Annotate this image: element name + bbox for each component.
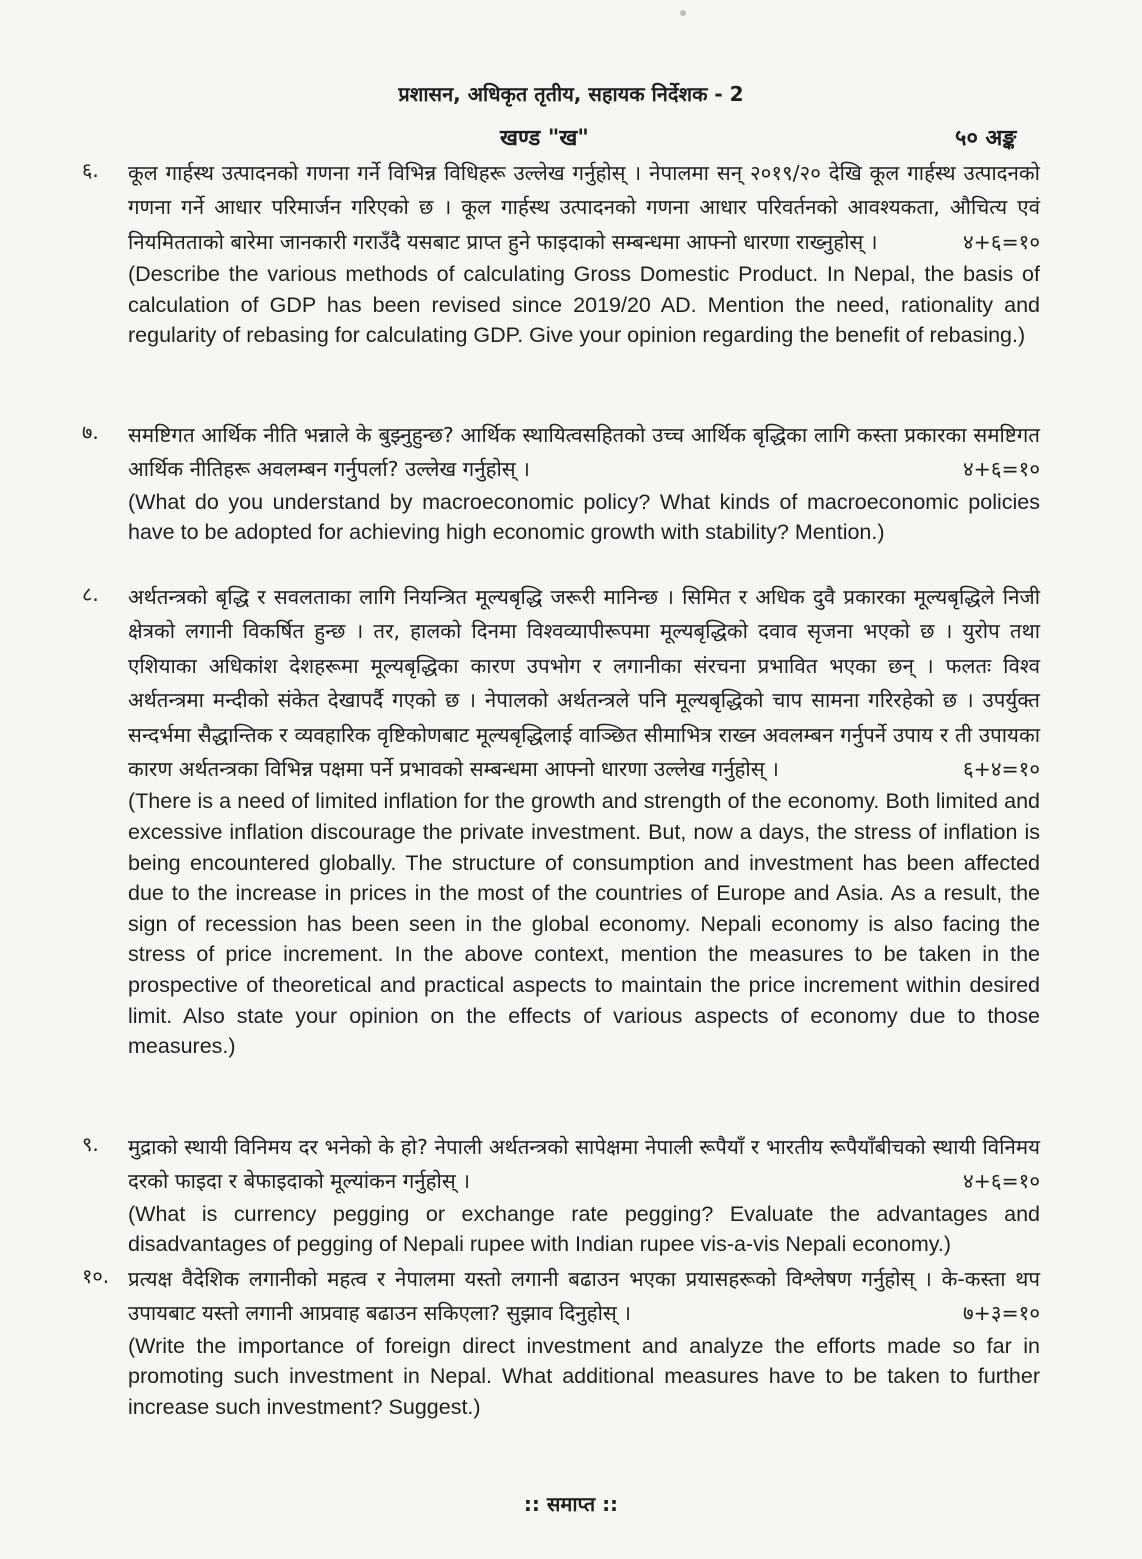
question-marks: ६+४=१०: [963, 757, 1040, 782]
question-text: कूल गार्हस्थ उत्पादनको गणना गर्ने विभिन्न विधिहरू उल्लेख गर्नुहोस् । नेपालमा सन् २०१९/२० देखि कूल गार्हस्थ उत्पादनको गणना गर्ने आधार परिमार्जन गरिएको छ । कूल गार्हस्थ उत्पादनको गणना आधार परिवर्तनको आवश्यकता, औचित्य एवं नियमितताको बारेमा जानकारी गराउँदै यसबाट प्राप्त हुने फाइदाको सम्बन्धमा आफ्नो धारणा राख्नुहोस् ।: [128, 161, 1040, 254]
question-text: अर्थतन्त्रको बृद्धि र सवलताका लागि नियन्त्रित मूल्यबृद्धि जरूरी मानिन्छ । सिमित र अधिक दुवै प्रकारका मूल्यबृद्धिले निजी क्षेत्रको लगानी विकर्षित हुन्छ । तर, हालको दिनमा विश्वव्यापीरूपमा मूल्यबृद्धिको दवाव सृजना भएको छ । युरोप तथा एशियाका अधिकांश देशहरूमा मूल्यबृद्धिका कारण उपभोग र लगानीका संरचना प्रभावित भएका छन् । फलतः विश्व अर्थतन्त्रमा मन्दीको संकेत देखापर्दै गएको छ । नेपालको अर्थतन्त्रले पनि मूल्यबृद्धिको चाप सामना गरिरहेको छ । उपर्युक्त सन्दर्भमा सैद्धान्तिक र व्यवहारिक वृष्टिकोणबाट मूल्यबृद्धिलाई वाञ्छित सीमाभित्र राख्न अवलम्बन गर्नुपर्ने उपाय र ती उपायका कारण अर्थतन्त्रका विभिन्न पक्षमा पर्ने प्रभावको सम्बन्धमा आफ्नो धारणा उल्लेख गर्नुहोस् ।: [128, 585, 1040, 782]
question-number: ६.: [82, 158, 99, 182]
question-text: मुद्राको स्थायी विनिमय दर भनेको के हो? नेपाली अर्थतन्त्रको सापेक्षमा नेपाली रूपैयाँ र भारतीय रूपैयाँबीचको स्थायी विनिमय दरको फाइदा र बेफाइदाको मूल्यांकन गर्नुहोस् ।: [128, 1135, 1040, 1194]
question-text-nepali: [128, 1262, 1040, 1331]
question-10: [82, 1262, 1042, 1423]
question-text-nepali: [128, 1130, 1040, 1199]
question-9: [82, 1130, 1042, 1260]
question-text-nepali: [128, 580, 1040, 786]
end-marker: :: समाप्त ::: [523, 1492, 619, 1516]
question-number: ७.: [82, 420, 99, 444]
section-marks: ५० अङ्क: [955, 126, 1017, 151]
question-marks: ७+३=१०: [963, 1301, 1040, 1326]
question-8: [82, 580, 1042, 1062]
question-number: १०.: [82, 1264, 110, 1288]
question-6: [82, 156, 1042, 351]
paper-speck: [680, 10, 686, 16]
page-header: प्रशासन, अधिकृत तृतीय, सहायक निर्देशक - 2: [398, 82, 744, 106]
question-text-english: (There is a need of limited inflation for the growth and strength of the economy. Both limited and excessive inflation discourage the private investment. But, now a days, the stress of inflation is being encountered globally. The structure of consumption and investment has been affected due to the increase in prices in the most of the countries of Europe and Asia. As a result, the sign of recession has been seen in the global economy. Nepali economy is also facing the stress of price increment. In the above context, mention the measures to be taken in the prospective of theoretical and practical aspects to maintain the price increment within desired limit. Also state your opinion on the effects of various aspects of economy due to those measures.): [128, 789, 1040, 1059]
question-marks: ४+६=१०: [963, 1169, 1040, 1194]
question-7: [82, 418, 1042, 548]
question-text-nepali: [128, 418, 1040, 487]
question-text-nepali: [128, 156, 1040, 259]
question-text-english: (What is currency pegging or exchange rate pegging? Evaluate the advantages and disadvantages of pegging of Nepali rupee with Indian rupee vis-a-vis Nepali economy.): [128, 1201, 1040, 1257]
question-marks: ४+६=१०: [963, 457, 1040, 482]
question-text-english: (What do you understand by macroeconomic policy? What kinds of macroeconomic policies have to be adopted for achieving high economic growth with stability? Mention.): [128, 489, 1040, 545]
question-text-english: (Describe the various methods of calculating Gross Domestic Product. In Nepal, the basis of calculation of GDP has been revised since 2019/20 AD. Mention the need, rationality and regularity of rebasing for calculating GDP. Give your opinion regarding the benefit of rebasing.): [128, 262, 1040, 348]
question-text: प्रत्यक्ष वैदेशिक लगानीको महत्व र नेपालमा यस्तो लगानी बढाउन भएका प्रयासहरूको विश्लेषण गर्नुहोस् । के-कस्ता थप उपायबाट यस्तो लगानी आप्रवाह बढाउन सकिएला? सुझाव दिनुहोस् ।: [128, 1267, 1040, 1326]
question-number: ८.: [82, 582, 99, 606]
question-text: समष्टिगत आर्थिक नीति भन्नाले के बुझ्नुहुन्छ? आर्थिक स्थायित्वसहितको उच्च आर्थिक बृद्धिका लागि कस्ता प्रकारका समष्टिगत आर्थिक नीतिहरू अवलम्बन गर्नुपर्ला? उल्लेख गर्नुहोस् ।: [128, 423, 1040, 482]
question-number: ९.: [82, 1132, 99, 1156]
question-marks: ४+६=१०: [963, 229, 1040, 254]
question-text-english: (Write the importance of foreign direct investment and analyze the efforts made so far in promoting such investment in Nepal. What additional measures have to be taken to further increase such investment? Suggest.): [128, 1333, 1040, 1419]
section-title: खण्ड "ख": [500, 126, 589, 151]
